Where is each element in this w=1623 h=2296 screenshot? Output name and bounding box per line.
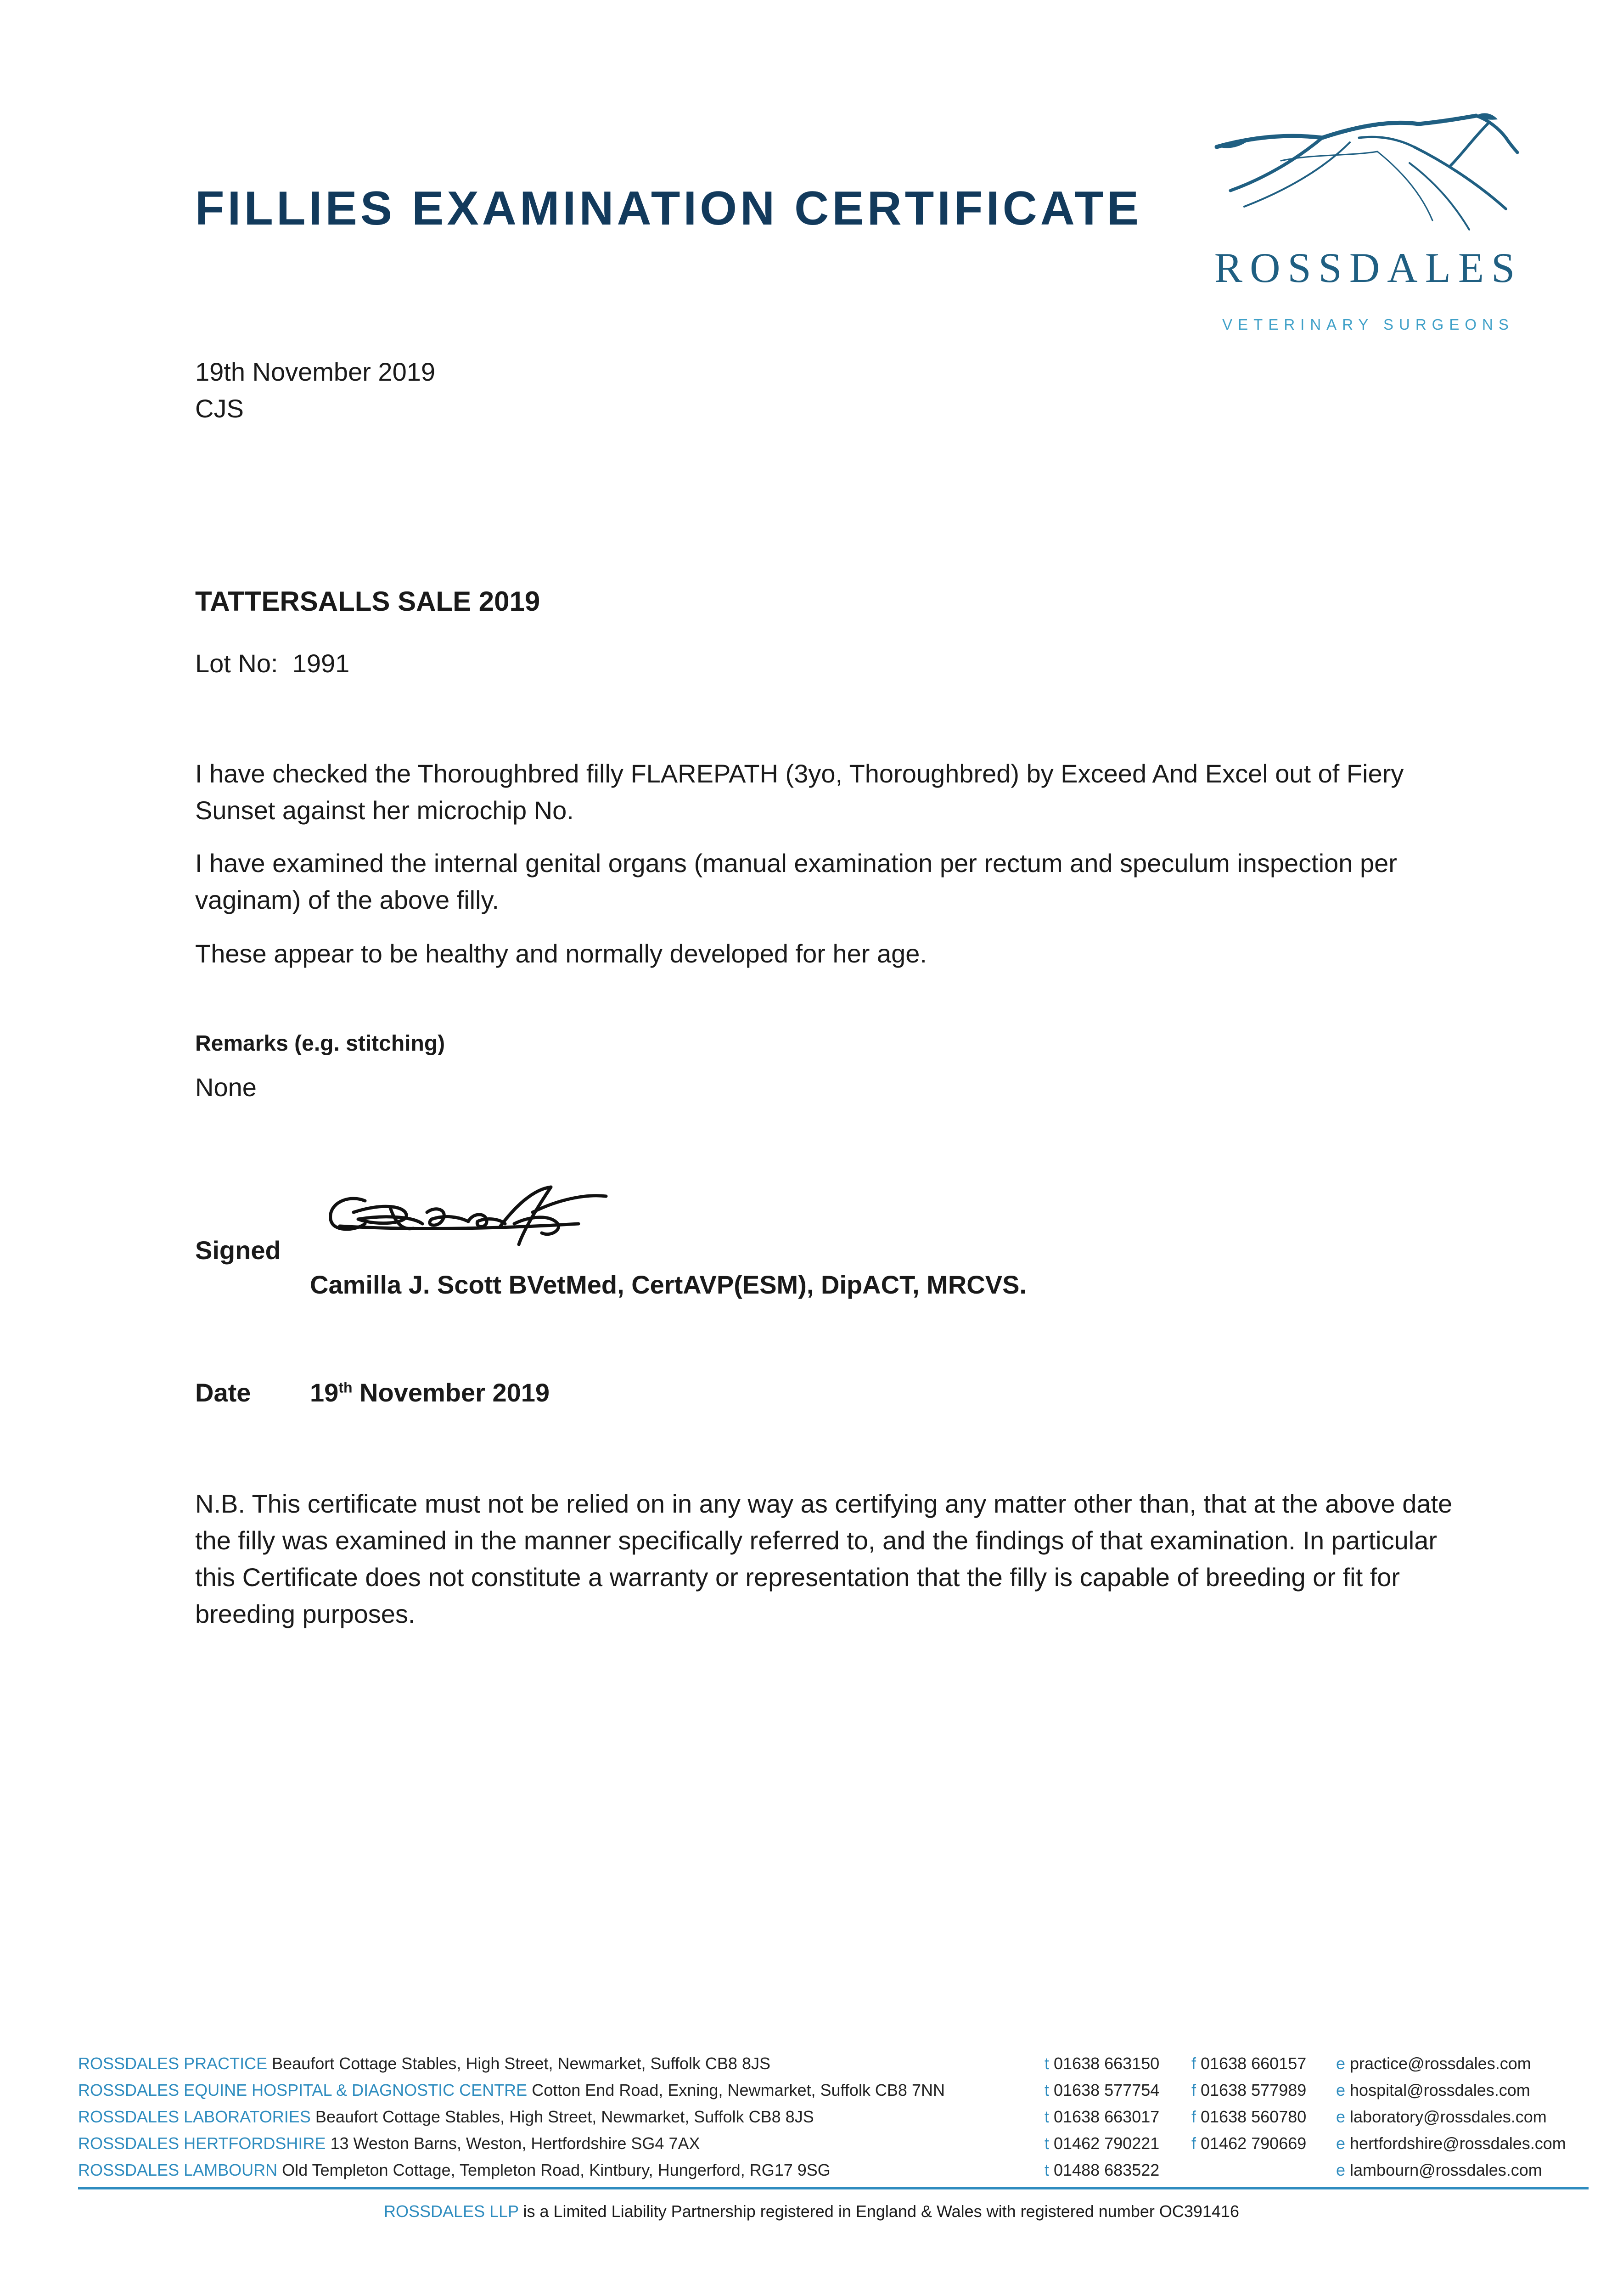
remarks-value: None	[195, 1073, 257, 1102]
lot-line	[195, 645, 349, 682]
footer-contacts	[78, 2050, 1589, 2183]
date-suffix: th	[338, 1379, 353, 1396]
date-day: 19	[310, 1378, 339, 1407]
footer-site-address: Cotton End Road, Exning, Newmarket, Suffolk CB8 7NN	[527, 2081, 945, 2099]
footer-email: e hertfordshire@rossdales.com	[1336, 2134, 1566, 2153]
certificate-title: FILLIES EXAMINATION CERTIFICATE	[195, 182, 1142, 235]
footer-site-name: ROSSDALES PRACTICE	[78, 2054, 268, 2073]
examination-paragraph: I have examined the internal genital organs (manual examination per rectum and speculum inspection per vaginam) of the above filly.	[195, 849, 1397, 914]
footer-address	[78, 2050, 770, 2077]
footer-site-name: ROSSDALES EQUINE HOSPITAL & DIAGNOSTIC CENTRE	[78, 2081, 528, 2099]
signatory-name: Camilla J. Scott BVetMed, CertAVP(ESM), DipACT, MRCVS.	[310, 1270, 1027, 1299]
footer-row	[78, 2104, 1589, 2130]
galloping-horse-logo-icon	[1212, 110, 1524, 248]
footer-address	[78, 2130, 700, 2157]
remarks-label: Remarks (e.g. stitching)	[195, 1031, 445, 1056]
footer-divider	[78, 2187, 1589, 2189]
footer-fax: f 01638 560780	[1191, 2107, 1307, 2126]
footer-fax: f 01462 790669	[1191, 2134, 1307, 2153]
llp-name: ROSSDALES LLP	[384, 2202, 519, 2221]
footer-site-name: ROSSDALES LAMBOURN	[78, 2161, 278, 2179]
footer-site-name: ROSSDALES LABORATORIES	[78, 2107, 311, 2126]
footer-row	[78, 2050, 1589, 2077]
footer-site-name: ROSSDALES HERTFORDSHIRE	[78, 2134, 326, 2153]
issue-date: 19th November 2019	[195, 357, 436, 386]
lot-number: 1991	[292, 649, 350, 678]
logo-wordmark: ROSSDALES	[1214, 244, 1522, 291]
date-label: Date	[195, 1378, 251, 1407]
footer-phone: t 01462 790221	[1045, 2134, 1160, 2153]
findings-paragraph: These appear to be healthy and normally developed for her age.	[195, 939, 927, 968]
logo-subtitle: VETERINARY SURGEONS	[1222, 316, 1514, 333]
footer-row	[78, 2157, 1589, 2183]
footer-email: e laboratory@rossdales.com	[1336, 2107, 1547, 2126]
footer-phone: t 01638 577754	[1045, 2081, 1160, 2099]
lot-label: Lot No:	[195, 649, 278, 678]
footer-email: e practice@rossdales.com	[1336, 2054, 1531, 2073]
footer-phone: t 01638 663017	[1045, 2107, 1160, 2126]
footer-row	[78, 2077, 1589, 2104]
signed-label: Signed	[195, 1236, 281, 1265]
identity-paragraph: I have checked the Thoroughbred filly FLAREPATH (3yo, Thoroughbred) by Exceed And Excel out of Fiery Sunset against her microchip No.	[195, 759, 1404, 825]
footer-fax: f 01638 577989	[1191, 2081, 1307, 2099]
footer-site-address: Old Templeton Cottage, Templeton Road, Kintbury, Hungerford, RG17 9SG	[277, 2161, 831, 2179]
footer-phone: t 01638 663150	[1045, 2054, 1160, 2073]
llp-text: is a Limited Liability Partnership registered in England & Wales with registered number OC391416	[518, 2202, 1239, 2221]
sale-heading: TATTERSALLS SALE 2019	[195, 586, 540, 617]
footer-phone: t 01488 683522	[1045, 2161, 1160, 2179]
footer-site-address: Beaufort Cottage Stables, High Street, Newmarket, Suffolk CB8 8JS	[310, 2107, 814, 2126]
footer-site-address: 13 Weston Barns, Weston, Hertfordshire SG4 7AX	[326, 2134, 700, 2153]
examination-date	[310, 1378, 550, 1407]
date-rest: November 2019	[352, 1378, 550, 1407]
footer-address	[78, 2104, 814, 2130]
llp-registration	[0, 2202, 1623, 2221]
footer-address	[78, 2157, 831, 2183]
footer-fax: f 01638 660157	[1191, 2054, 1307, 2073]
footer-email: e hospital@rossdales.com	[1336, 2081, 1530, 2099]
rossdales-logo	[1212, 110, 1524, 340]
nb-disclaimer: N.B. This certificate must not be relied on in any way as certifying any matter other than, that at the above date the filly was examined in the manner specifically referred to, and the findings of that examination. In particular this Certificate does not constitute a warranty or representation that the filly is capable of breeding or fit for breeding purposes.	[195, 1489, 1453, 1628]
footer-site-address: Beaufort Cottage Stables, High Street, Newmarket, Suffolk CB8 8JS	[267, 2054, 770, 2073]
footer-row	[78, 2130, 1589, 2157]
footer-address	[78, 2077, 945, 2104]
issuer-initials: CJS	[195, 394, 244, 423]
handwritten-signature	[321, 1180, 624, 1261]
footer-email: e lambourn@rossdales.com	[1336, 2161, 1542, 2179]
